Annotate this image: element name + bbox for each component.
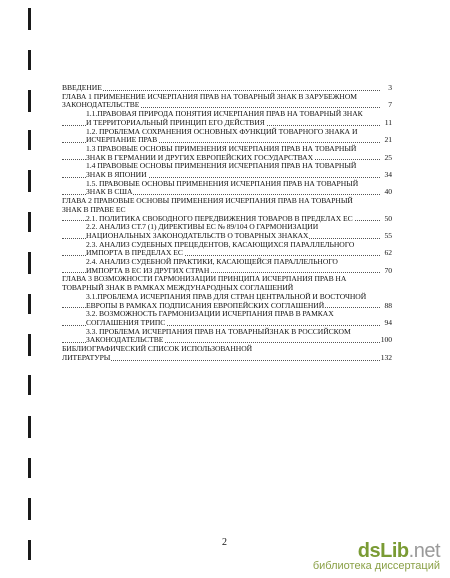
binding-mark (28, 130, 31, 150)
toc-entry-title: ГЛАВА 3 ВОЗМОЖНОСТИ ГАРМОНИЗАЦИИ ПРИНЦИПА ИСЧЕРПАНИЯ ПРАВ НА (62, 274, 347, 284)
toc-entry-page: 11 (384, 117, 392, 127)
toc-entry-title: 3.1.ПРОБЛЕМА ИСЧЕРПАНИЯ ПРАВ ДЛЯ СТРАН ЦЕНТРАЛЬНОЙ И ВОСТОЧНОЙ (86, 291, 367, 301)
toc-entry-title: 1.4 ПРАВОВЫЕ ОСНОВЫ ПРИМЕНЕНИЯ ИСЧЕРПАНИЯ ПРАВ НА ТОВАРНЫЙ (86, 161, 357, 171)
watermark-logo: dsLib.net (357, 540, 440, 562)
toc-entry-page: 25 (384, 152, 392, 162)
toc-entry-page: 94 (384, 317, 392, 327)
toc-entry-title: 2.2. АНАЛИЗ СТ.7 (1) ДИРЕКТИВЫ ЕС № 89/104 О ГАРМОНИЗАЦИИ (86, 222, 319, 232)
toc-entry-title: ЗНАК В США (86, 187, 133, 197)
toc-entry-title: ИМПОРТА В ЕС ИЗ ДРУГИХ СТРАН (86, 265, 210, 275)
watermark (313, 540, 440, 572)
binding-mark (28, 375, 31, 395)
toc-entry (62, 345, 392, 354)
toc-entry-page: 3 (388, 83, 392, 92)
toc-entry-title: И ТЕРРИТОРИАЛЬНЫЙ ПРИНЦИП ЕГО ДЕЙСТВИЯ (86, 117, 265, 127)
toc-entry-title: 1.3 ПРАВОВЫЕ ОСНОВЫ ПРИМЕНЕНИЯ ИСЧЕРПАНИЯ ПРАВ НА ТОВАРНЫЙ (86, 143, 357, 153)
toc-entry-title: ИМПОРТА В ПРЕДЕЛАХ ЕС (86, 248, 183, 258)
binding-mark (28, 212, 31, 232)
toc-entry-title: 1.5. ПРАВОВЫЕ ОСНОВЫ ПРИМЕНЕНИЯ ИСЧЕРПАНИЯ ПРАВ НА ТОВАРНЫЙ (86, 178, 359, 188)
toc-entry-title: ИСЧЕРПАНИЕ ПРАВ (86, 135, 158, 145)
binding-mark (28, 50, 31, 70)
toc-entry-page: 88 (384, 300, 392, 310)
toc-entry-page: 50 (384, 213, 392, 223)
binding-mark (28, 416, 31, 438)
binding-mark (28, 458, 31, 478)
toc-entry-title: ВВЕДЕНИЕ (62, 83, 102, 92)
toc-entry-title: 1.1.ПРАВОВАЯ ПРИРОДА ПОНЯТИЯ ИСЧЕРПАНИЯ ПРАВ НА ТОВАРНЫЙ ЗНАК (86, 109, 363, 119)
binding-mark (28, 540, 31, 560)
toc-entry-title: 1.2. ПРОБЛЕМА СОХРАНЕНИЯ ОСНОВНЫХ ФУНКЦИЙ ТОВАРНОГО ЗНАКА И (86, 126, 358, 136)
toc-entry-title: 2.1. ПОЛИТИКА СВОБОДНОГО ПЕРЕДВИЖЕНИЯ ТОВАРОВ В ПРЕДЕЛАХ ЕС (86, 213, 353, 223)
toc-entry-title: 2.4. АНАЛИЗ СУДЕБНОЙ ПРАКТИКИ, КАСАЮЩЕЙСЯ ПАРАЛЛЕЛЬНОГО (86, 257, 338, 267)
binding-mark (28, 294, 31, 314)
toc-entry-title: ЗНАК В ГЕРМАНИИ И ДРУГИХ ЕВРОПЕЙСКИХ ГОСУДАРСТВАХ (86, 152, 314, 162)
toc-entry-title: 3.3. ПРОБЛЕМА ИСЧЕРПАНИЯ ПРАВ НА ТОВАРНЫЙЗНАК В РОССИЙСКОМ (86, 326, 351, 336)
toc-entry-page: 40 (384, 187, 392, 197)
toc-entry-title: БИБЛИОГРАФИЧЕСКИЙ СПИСОК ИСПОЛЬЗОВАННОЙ (62, 344, 253, 354)
toc-entry-title: НАЦИОНАЛЬНЫХ ЗАКОНОДАТЕЛЬСТВ О ТОВАРНЫХ ЗНАКАХ (86, 230, 309, 240)
table-of-contents (62, 84, 392, 363)
toc-entry-page: 100 (380, 335, 392, 345)
toc-entry-title: СОГЛАШЕНИЯ ТРИПС (86, 317, 166, 327)
toc-entry-page: 7 (388, 100, 392, 110)
binding-mark (28, 170, 31, 192)
page-number: 2 (222, 537, 227, 548)
toc-entry (62, 354, 392, 363)
toc-entry-page: 34 (384, 170, 392, 180)
binding-mark (28, 8, 31, 30)
binding-mark (28, 90, 31, 112)
toc-entry-title: ЕВРОПЫ В РАМКАХ ПОДПИСАНИЯ ЕВРОПЕЙСКИХ СОГЛАШЕНИЙ (86, 300, 325, 310)
toc-entry-title: 2.3. АНАЛИЗ СУДЕБНЫХ ПРЕЦЕДЕНТОВ, КАСАЮЩИХСЯ ПАРАЛЛЕЛЬНОГО (86, 239, 355, 249)
binding-mark (28, 498, 31, 520)
toc-entry-page: 132 (380, 352, 392, 362)
toc-entry-page: 62 (384, 248, 392, 258)
toc-entry-title: ЗНАК В ПРАВЕ ЕС (62, 204, 126, 214)
binding-mark (28, 334, 31, 356)
toc-entry-page: 70 (384, 265, 392, 275)
toc-entry-title: ЗАКОНОДАТЕЛЬСТВЕ (62, 100, 140, 110)
toc-entry-title: ЗНАК В ЯПОНИИ (86, 170, 147, 180)
watermark-subtitle: библиотека диссертаций (312, 560, 440, 572)
toc-entry-title: 3.2. ВОЗМОЖНОСТЬ ГАРМОНИЗАЦИИ ИСЧЕРПАНИЯ ПРАВ В РАМКАХ (86, 309, 334, 319)
toc-entry-page: 21 (384, 135, 392, 145)
toc-entry-title: ГЛАВА 2 ПРАВОВЫЕ ОСНОВЫ ПРИМЕНЕНИЯ ИСЧЕРПАНИЯ ПРАВ НА ТОВАРНЫЙ (62, 196, 353, 206)
toc-entry-title: ТОВАРНЫЙ ЗНАК В РАМКАХ МЕЖДУНАРОДНЫХ СОГЛАШЕНИЙ (62, 283, 294, 293)
toc-leader (62, 90, 380, 91)
toc-entry-page: 55 (384, 230, 392, 240)
toc-entry-title: ГЛАВА 1 ПРИМЕНЕНИЕ ИСЧЕРПАНИЯ ПРАВ НА ТОВАРНЫЙ ЗНАК В ЗАРУБЕЖНОМ (62, 91, 357, 101)
toc-entry-title: ЛИТЕРАТУРЫ (62, 352, 111, 362)
binding-mark (28, 252, 31, 274)
toc-entry-title: ЗАКОНОДАТЕЛЬСТВЕ (86, 335, 164, 345)
